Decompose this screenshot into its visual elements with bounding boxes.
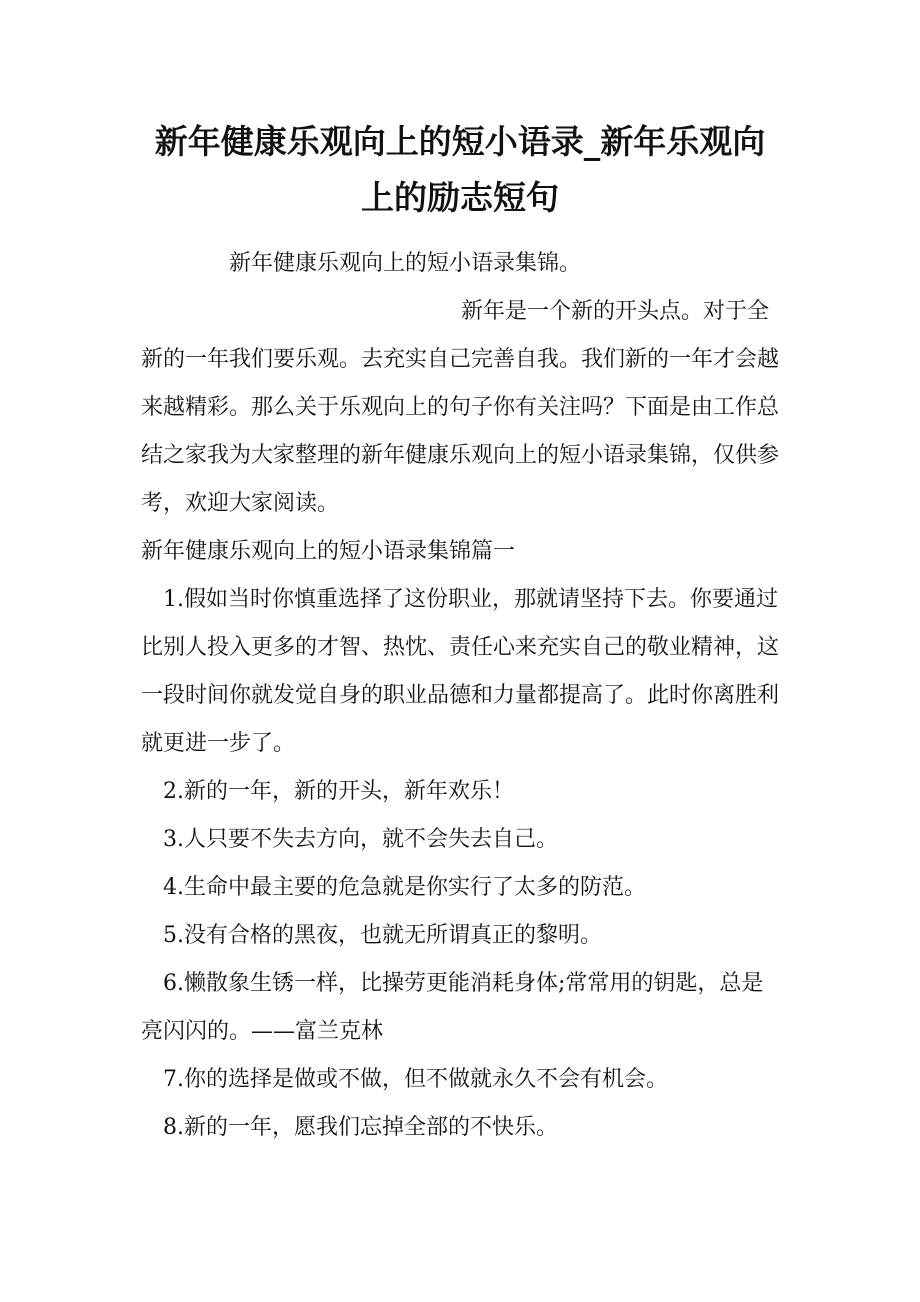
list-item: 4.生命中最主要的危急就是你实行了太多的防范。: [163, 875, 646, 900]
title-line-1: 新年健康乐观向上的短小语录_新年乐观向: [154, 122, 766, 161]
title-line-2: 上的励志短句: [361, 178, 559, 217]
list-item: 1.假如当时你慎重选择了这份职业，那就请坚持下去。你要通过比别人投入更多的才智、热忱、责任心来充实自己的敬业精神，这一段时间你就发觉自身的职业品德和力量都提高了。此时你离胜利就更进一步了。: [141, 587, 780, 756]
document-body: [141, 240, 781, 1152]
list-item: 6.懒散象生锈一样，比操劳更能消耗身体;常常用的钥匙，总是亮闪闪的。——富兰克林: [141, 971, 764, 1044]
list-item: 7.你的选择是做或不做，但不做就永久不会有机会。: [163, 1067, 668, 1092]
section-heading: 新年健康乐观向上的短小语录集锦篇一: [141, 539, 516, 564]
list-item: 2.新的一年，新的开头，新年欢乐！: [163, 779, 514, 804]
list-item: 8.新的一年，愿我们忘掉全部的不快乐。: [163, 1115, 558, 1140]
document-subtitle: 新年健康乐观向上的短小语录集锦。: [229, 251, 582, 276]
intro-paragraph: 新年是一个新的开头点。对于全新的一年我们要乐观。去充实自己完善自我。我们新的一年才会越来越精彩。那么关于乐观向上的句子你有关注吗？下面是由工作总结之家我为大家整理的新年健康乐观向上的短小语录集锦，仅供参考，欢迎大家阅读。: [141, 299, 780, 516]
list-item: 3.人只要不失去方向，就不会失去自己。: [163, 827, 558, 852]
list-item: 5.没有合格的黑夜，也就无所谓真正的黎明。: [163, 923, 602, 948]
document-title: [110, 114, 810, 226]
